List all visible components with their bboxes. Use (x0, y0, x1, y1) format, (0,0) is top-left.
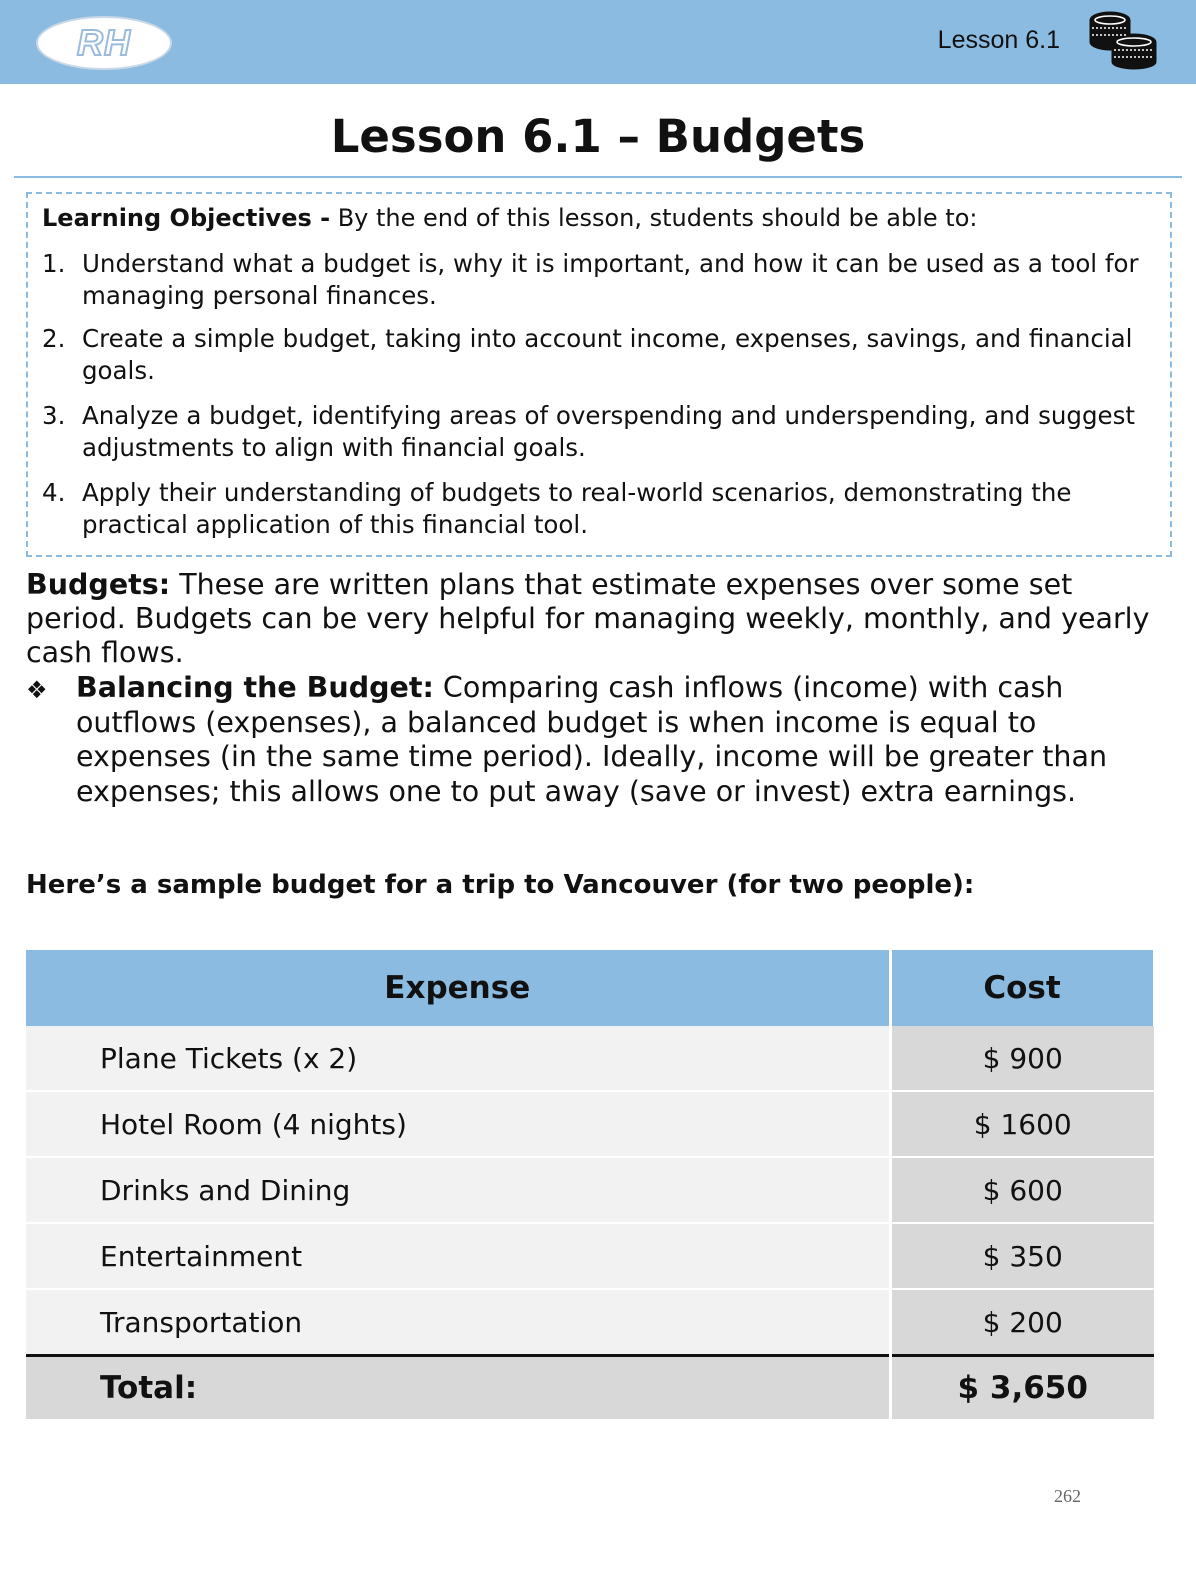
page-header (0, 0, 1196, 84)
cost-column-header: Cost (890, 950, 1154, 1026)
balancing-text: Comparing cash inflows (income) with cash outflows (expenses), a balanced budget is when income is equal to expenses (in the same time period). Ideally, income will be greater than expenses; this allows one to put away (save or invest) extra earnings. (76, 671, 1108, 808)
objective-text: Create a simple budget, taking into account income, expenses, savings, and financial goals. (82, 324, 1133, 385)
objective-number: 3. (42, 401, 66, 430)
logo-text: RH (77, 22, 131, 63)
expense-column-header: Expense (26, 950, 890, 1026)
balancing-term: Balancing the Budget: (76, 671, 434, 704)
title-divider (14, 176, 1182, 178)
table-row (26, 1091, 1154, 1157)
expense-cell: Hotel Room (4 nights) (26, 1091, 890, 1157)
expense-cell: Drinks and Dining (26, 1157, 890, 1223)
page-number: 262 (1054, 1486, 1081, 1506)
table-row (26, 1026, 1154, 1091)
budgets-definition (26, 568, 1176, 670)
total-label: Total: (26, 1356, 890, 1421)
cost-cell: $ 200 (890, 1289, 1154, 1356)
total-value: $ 3,650 (890, 1356, 1154, 1421)
header-lesson-label: Lesson 6.1 (937, 26, 1060, 54)
objective-text: Apply their understanding of budgets to real-world scenarios, demonstrating the practical application of this financial tool. (82, 478, 1072, 539)
table-header-row (26, 950, 1154, 1026)
cost-cell: $ 1600 (890, 1091, 1154, 1157)
budget-table (26, 950, 1156, 1421)
objective-number: 1. (42, 249, 66, 278)
coins-icon (1084, 8, 1162, 70)
budgets-text: These are written plans that estimate expenses over some set period. Budgets can be very helpful for managing weekly, monthly, and yearly cash flows. (26, 568, 1150, 669)
table-row (26, 1223, 1154, 1289)
objectives-heading-rest: By the end of this lesson, students should be able to: (330, 204, 978, 232)
page-title: Lesson 6.1 – Budgets (330, 110, 866, 163)
budgets-term: Budgets: (26, 568, 171, 601)
balancing-paragraph (76, 671, 1176, 809)
objectives-heading (42, 204, 977, 232)
cost-cell: $ 350 (890, 1223, 1154, 1289)
cost-cell: $ 600 (890, 1157, 1154, 1223)
sample-budget-heading: Here’s a sample budget for a trip to Vancouver (for two people): (26, 870, 975, 900)
diamond-bullet-icon: ❖ (26, 676, 48, 704)
objective-text: Understand what a budget is, why it is important, and how it can be used as a tool for managing personal finances. (82, 249, 1139, 310)
table-row (26, 1157, 1154, 1223)
expense-cell: Transportation (26, 1289, 890, 1356)
expense-cell: Entertainment (26, 1223, 890, 1289)
objective-number: 2. (42, 324, 66, 353)
objective-number: 4. (42, 478, 66, 507)
objectives-heading-bold: Learning Objectives - (42, 204, 331, 232)
rh-logo (36, 16, 172, 70)
cost-cell: $ 900 (890, 1026, 1154, 1091)
learning-objectives-box (26, 192, 1172, 557)
expense-cell: Plane Tickets (x 2) (26, 1026, 890, 1091)
total-row (26, 1356, 1154, 1421)
table-row (26, 1289, 1154, 1356)
objective-text: Analyze a budget, identifying areas of overspending and underspending, and suggest adjustments to align with financial goals. (82, 401, 1135, 462)
